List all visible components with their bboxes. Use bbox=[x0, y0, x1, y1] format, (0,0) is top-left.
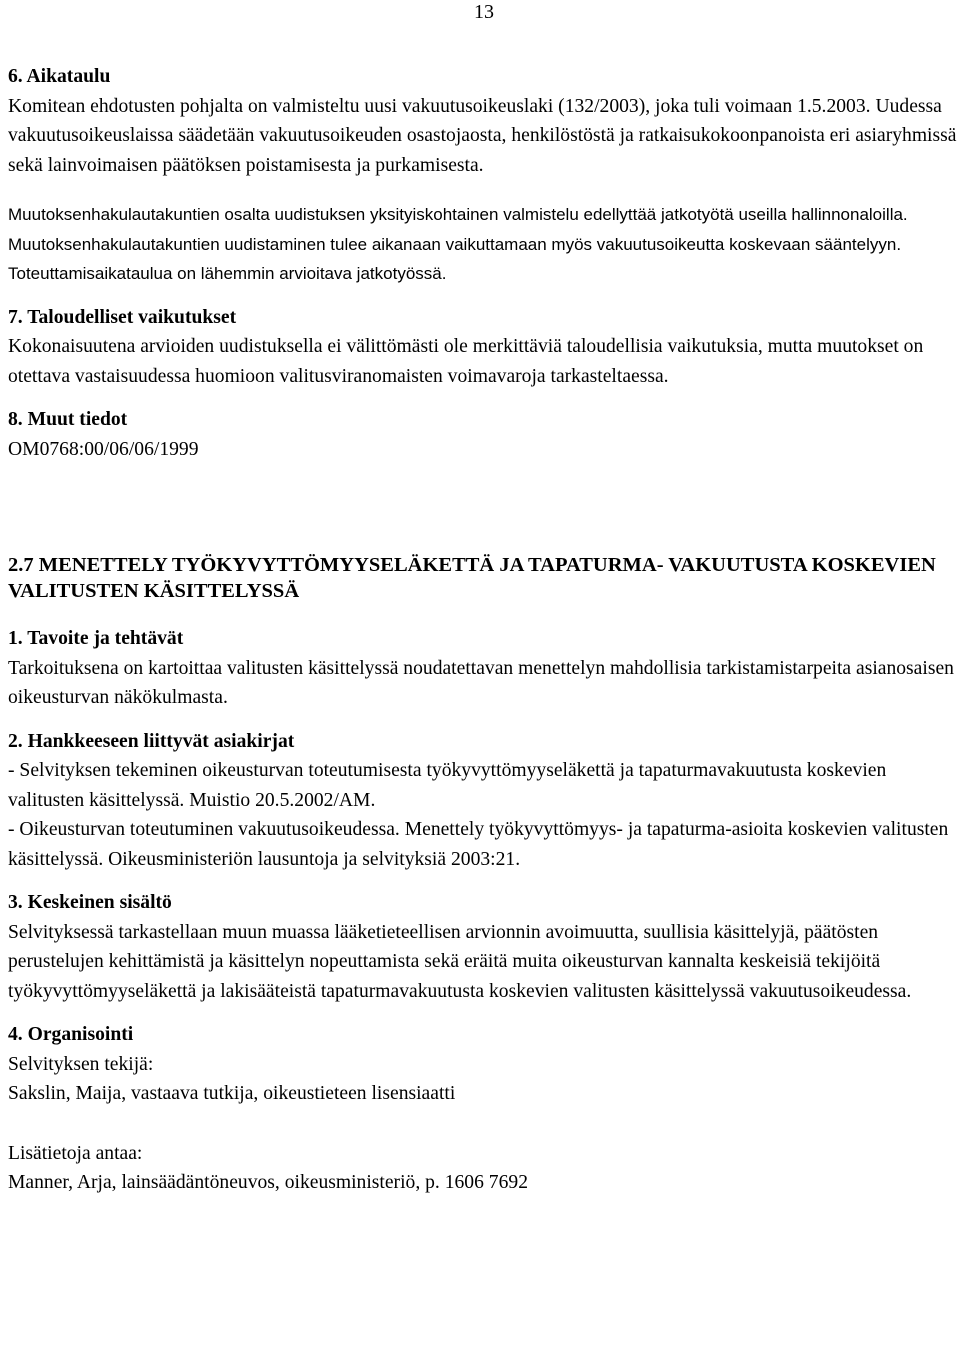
section-heading-organisation: 4. Organisointi bbox=[8, 1024, 134, 1045]
document-item: - Oikeusturvan toteutuminen vakuutusoikeudessa. Menettely työkyvyttömyys- ja tapaturma-asioita koskevien valitusten käsittelyssä. Oikeusministeriön lausuntoja ja selvityksiä 2003:21. bbox=[8, 819, 949, 870]
section-heading-goal: 1. Tavoite ja tehtävät bbox=[8, 628, 184, 649]
paragraph-goal: Tarkoituksena on kartoittaa valitusten käsittelyssä noudatettavan menettelyn mahdollisia tarkistamistarpeita asianosaisen oikeusturvan näkökulmasta. bbox=[8, 657, 954, 708]
document-body bbox=[8, 62, 958, 1198]
document-item: - Selvityksen tekeminen oikeusturvan toteutumisesta työkyvyttömyyseläkettä ja tapaturmavakuutusta koskevien valitusten käsittelyssä. Muistio 20.5.2002/AM. bbox=[8, 760, 887, 811]
section-heading-schedule: 6. Aikataulu bbox=[8, 66, 111, 87]
reference-code: OM0768:00/06/06/1999 bbox=[8, 438, 199, 460]
section-heading-documents: 2. Hankkeeseen liittyvät asiakirjat bbox=[8, 730, 295, 752]
chapter-title: 2.7 MENETTELY TYÖKYVYTTÖMYYSELÄKETTÄ JA TAPATURMA- VAKUUTUSTA KOSKEVIEN VALITUSTEN KÄSITTELYSSÄ bbox=[8, 554, 936, 602]
section-heading-content: 3. Keskeinen sisältö bbox=[8, 892, 172, 913]
paragraph-schedule-law: Komitean ehdotusten pohjalta on valmisteltu uusi vakuutusoikeuslaki (132/2003), joka tuli voimaan 1.5.2003. Uudessa vakuutusoikeuslaissa säädetään vakuutusoikeuden osastojaosta, henkilöstöstä ja ratkaisukokoonpanoista eri asiaryhmissä sekä lainvoimaisen päätöksen poistamisesta ja purkamisesta. bbox=[8, 95, 957, 176]
section-heading-other-info: 8. Muut tiedot bbox=[8, 409, 128, 430]
paragraph-schedule-appeals-boards: Muutoksenhakulautakuntien osalta uudistuksen yksityiskohtainen valmistelu edellyttää jatkotyötä useilla hallinnonaloilla. Muutoksenhakulautakuntien uudistaminen tulee aikanaan vaikuttamaan myös vakuutusoikeutta koskevaan sääntelyyn. Toteuttamisaikataulua on lähemmin arvioitava jatkotyössä. bbox=[8, 205, 908, 283]
page-number: 13 bbox=[474, 1, 494, 23]
contact-value: Manner, Arja, lainsäädäntöneuvos, oikeusministeriö, p. 1606 7692 bbox=[8, 1172, 528, 1193]
contact-label: Lisätietoja antaa: bbox=[8, 1142, 143, 1164]
paragraph-content: Selvityksessä tarkastellaan muun muassa lääketieteellisen arvionnin avoimuutta, suullisia käsittelyjä, päätösten perustelujen kehittämistä ja käsittelyn nopeuttamista sekä eräitä muita oikeusturvan kannalta keskeisiä tekijöitä työkyvyttömyyseläkettä ja lakisääteistä tapaturmavakuutusta koskevien valitusten käsittelyssä vakuutusoikeudessa. bbox=[8, 921, 912, 1002]
paragraph-economic-effects: Kokonaisuutena arvioiden uudistuksella ei välittömästi ole merkittäviä taloudellisia vaikutuksia, mutta muutokset on otettava vastaisuudessa huomioon valitusviranomaisten voimavaroja tarkasteltaessa. bbox=[8, 336, 924, 387]
author-name: Sakslin, Maija, vastaava tutkija, oikeustieteen lisensiaatti bbox=[8, 1083, 456, 1104]
section-heading-economic-effects: 7. Taloudelliset vaikutukset bbox=[8, 306, 237, 328]
author-label: Selvityksen tekijä: bbox=[8, 1053, 154, 1075]
